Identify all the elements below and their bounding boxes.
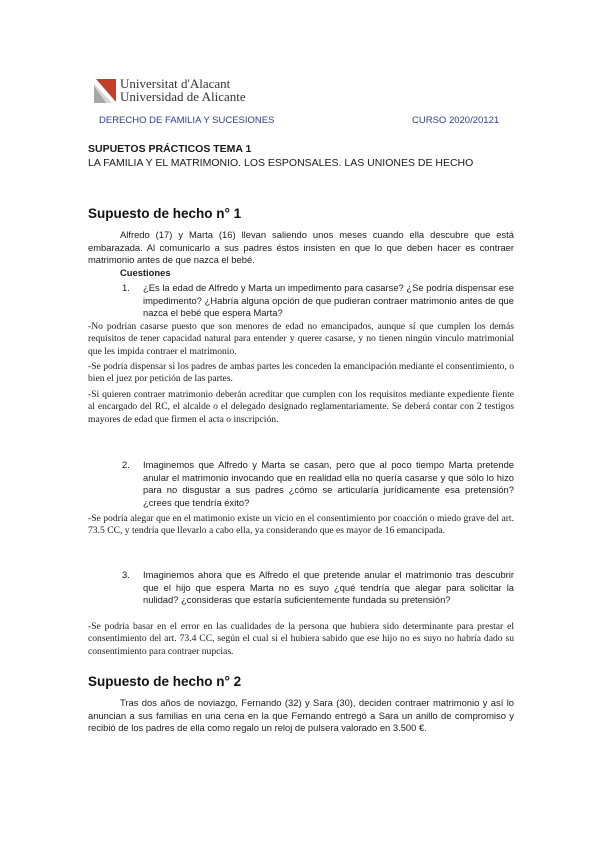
question-2: Imaginemos que Alfredo y Marta se casan, pero que al poco tiempo Marta pretende anular el matrimonio invocando que en realidad ella no quería casarse y que sólo lo hizo para no disgustar a sus padres ¿cómo se articularía jurídicamente esa pretensión? ¿crees que tendría éxito? <box>143 459 514 508</box>
case1-intro: Alfredo (17) y Marta (16) llevan saliendo unos meses cuando ella descubre que está embarazada. Al comunicarlo a sus padres éstos insisten en que lo que deben hacer es contraer matrimonio antes de que nazca el bebé. <box>88 229 514 266</box>
case1-heading: Supuesto de hecho n° 1 <box>88 206 242 221</box>
document-subtitle: LA FAMILIA Y EL MATRIMONIO. LOS ESPONSALES. LAS UNIONES DE HECHO <box>88 157 474 169</box>
case2-intro: Tras dos años de noviazgo, Fernando (32) y Sara (30), deciden contraer matrimonio y así lo anuncian a sus familias en una cena en la que Fernando entregó a Sara un anillo de compromiso y recibió de los padres de ella como regalo un reloj de pulsera valorado en 3.500 €. <box>88 697 514 734</box>
question-3: Imaginemos ahora que es Alfredo el que pretende anular el matrimonio tras descubrir que el hijo que espera Marta no es suyo ¿qué tendría que alegar para solicitar la nulidad? ¿consideras que estaría suficientemente fundada su pretensión? <box>143 569 514 606</box>
course-year: CURSO 2020/20121 <box>412 115 500 126</box>
question-2-number: 2. <box>122 459 130 470</box>
logo-text-line1: Universitat d'Alacant <box>120 76 231 91</box>
answer-1-part3: -Si quieren contraer matrimonio deberán acreditar que cumplen con los requisitos mediante expediente fiente al encargado del RC, el alcalde o el delegado designado reglamentariamente. Se deberá contar con 2 testigos mayores de edad que firmen el acta o inscripción. <box>88 389 514 425</box>
course-name: DERECHO DE FAMILIA Y SUCESIONES <box>99 115 275 126</box>
answer-3: -Se podría basar en el error en las cualidades de la persona que hubiera sido determinante para prestar el consentimiento del art. 73.4 CC, según el cual si el hubiera sabido que ese hijo no es suyo no habría dado su consentimiento para contraer nupcias. <box>88 621 514 657</box>
case2-heading: Supuesto de hecho n° 2 <box>88 674 242 689</box>
answer-1-part2: -Se podría dispensar si los padres de ambas partes les conceden la emancipación mediante el consentimiento, o bien el juez por petición de las partes. <box>88 361 514 385</box>
university-logo <box>92 76 292 106</box>
logo-text-line2: Universidad de Alicante <box>120 89 246 104</box>
question-1-number: 1. <box>122 282 130 293</box>
answer-2: -Se podría alegar que en el matimonio existe un vicio en el consentimiento por coacción o miedo grave del art. 73.5 CC, y tendría que llevarlo a cabo ella, ya considerando que es mayor de 16 emancipada. <box>88 513 514 537</box>
document-title: SUPUETOS PRÁCTICOS TEMA 1 <box>88 143 252 155</box>
questions-label: Cuestiones <box>120 267 171 278</box>
question-3-number: 3. <box>122 569 130 580</box>
logo-emblem-icon <box>92 76 118 104</box>
question-1: ¿Es la edad de Alfredo y Marta un impedimento para casarse? ¿Se podría dispensar ese impedimento? ¿Habría alguna opción de que pudieran contraer matrimonio antes de que nazca el bebé que espera Marta? <box>143 282 514 319</box>
answer-1-part1: -No podrían casarse puesto que son menores de edad no emancipados, aunque sí que cumplen los demás requisitos de tener capacidad natural para entender y querer casarse, y no tienen ningún vínculo matrimonial que les impida contraer el matrimonio. <box>88 321 514 357</box>
